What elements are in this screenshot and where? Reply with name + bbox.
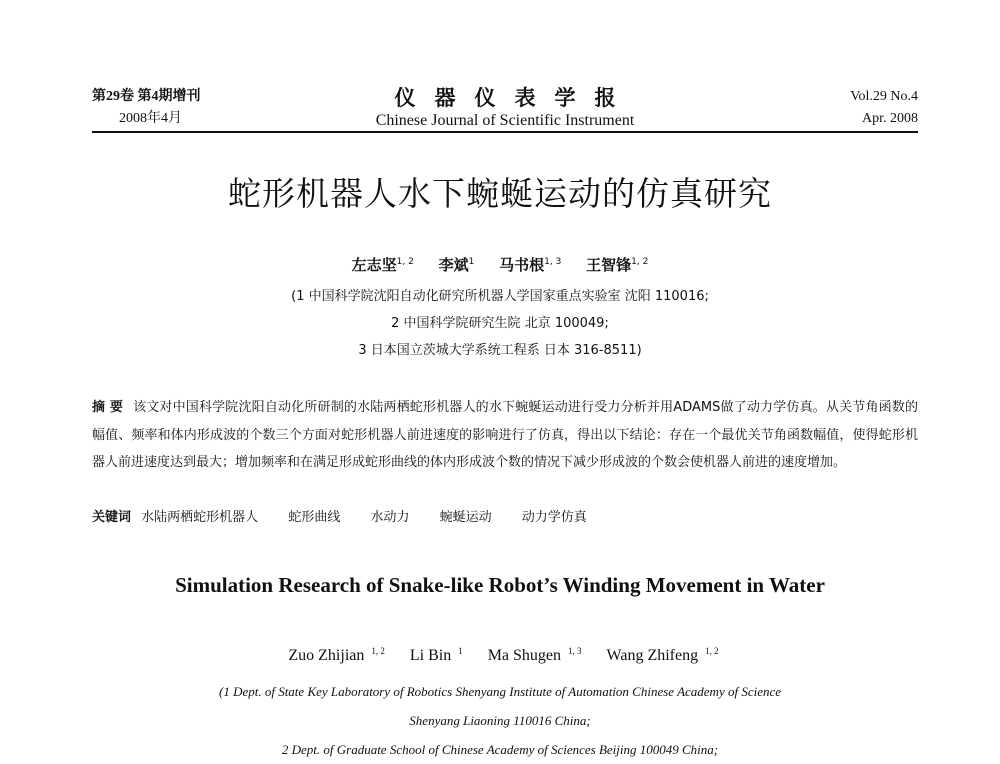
journal-title-en: Chinese Journal of Scientific Instrument xyxy=(375,112,635,129)
author-name: Ma Shugen xyxy=(487,647,562,664)
abstract-text: 该文对中国科学院沈阳自动化所研制的水陆两栖蛇形机器人的水下蜿蜒运动进行受力分析并用ADAMS做了动力学仿真。从关节角函数的幅值、频率和体内形成波的个数三个方面对蛇形机器人前进速度的影响进行了仿真，得出以下结论：存在一个最优关节角函数幅值，使得蛇形机器人前进速度达到最大；增加频率和在满足形成蛇形曲线的体内形成波个数的情况下减少形成波的个数会使机器人前进的速度增加。 xyxy=(92,400,918,470)
keyword: 水陆两栖蛇形机器人 xyxy=(141,510,259,525)
author-name: 马书根 xyxy=(499,256,545,274)
affiliations-cn xyxy=(0,283,1000,364)
journal-header xyxy=(92,86,918,134)
author-name: Wang Zhifeng xyxy=(606,647,699,664)
affiliation-line: Shenyang Liaoning 110016 China; xyxy=(409,713,591,728)
author-name: Zuo Zhijian xyxy=(288,647,365,664)
volume-issue: 第29卷 第4期增刊 xyxy=(92,89,201,104)
abstract-cn xyxy=(92,394,918,477)
author-affil-mark: 1, 2 xyxy=(371,646,385,656)
issue-date-cn: 2008年4月 xyxy=(119,111,182,126)
author-cn xyxy=(439,256,475,274)
keywords-cn xyxy=(92,504,918,531)
keyword: 水动力 xyxy=(370,510,410,525)
affiliation-line: 2 中国科学院研究生院 北京 100049; xyxy=(391,316,609,331)
author-name: 左志坚 xyxy=(351,256,397,274)
author-cn xyxy=(352,256,414,274)
abstract-label: 摘 要 xyxy=(92,400,124,415)
author-affil-mark: 1 xyxy=(468,257,475,267)
author-en xyxy=(481,647,582,664)
author-affil-mark: 1 xyxy=(458,646,463,656)
author-en xyxy=(403,647,463,664)
author-affil-mark: 1, 3 xyxy=(568,646,582,656)
keyword: 蛇形曲线 xyxy=(288,510,341,525)
affiliation-line: 3 日本国立茨城大学系统工程系 日本 316-8511) xyxy=(358,343,642,358)
paper-title-en: Simulation Research of Snake-like Robot’s Winding Movement in Water xyxy=(175,573,825,597)
journal-title-cn: 仪器仪表学报 xyxy=(394,86,635,110)
header-center xyxy=(92,86,918,132)
author-cn xyxy=(586,256,648,274)
keyword: 动力学仿真 xyxy=(521,510,587,525)
keyword: 蜿蜒运动 xyxy=(439,510,492,525)
author-list-cn xyxy=(0,254,1000,275)
author-cn xyxy=(499,256,561,274)
author-name: 王智锋 xyxy=(586,256,632,274)
issue-date-en: Apr. 2008 xyxy=(862,111,918,126)
paper-title-cn: 蛇形机器人水下蜿蜒运动的仿真研究 xyxy=(228,174,772,213)
keywords-label: 关键词 xyxy=(92,510,132,525)
affiliation-line: 2 Dept. of Graduate School of Chinese Academy of Sciences Beijing 100049 China; xyxy=(281,742,719,757)
author-affil-mark: 1, 2 xyxy=(631,257,649,267)
header-rule xyxy=(92,131,918,133)
author-affil-mark: 1, 2 xyxy=(705,646,719,656)
affiliation-line: (1 Dept. of State Key Laboratory of Robotics Shenyang Institute of Automation Chinese Academy of Science xyxy=(218,684,782,699)
affiliations-en xyxy=(0,677,1000,764)
author-name: Li Bin xyxy=(409,647,452,664)
volume-number-en: Vol.29 No.4 xyxy=(850,89,918,104)
header-right xyxy=(850,86,918,130)
author-affil-mark: 1, 2 xyxy=(396,257,414,267)
author-affil-mark: 1, 3 xyxy=(544,257,562,267)
affiliation-line: (1 中国科学院沈阳自动化研究所机器人学国家重点实验室 沈阳 110016; xyxy=(291,289,709,304)
author-name: 李斌 xyxy=(438,256,469,274)
author-en xyxy=(600,647,719,664)
author-en xyxy=(281,647,384,664)
author-list-en xyxy=(0,647,1000,665)
